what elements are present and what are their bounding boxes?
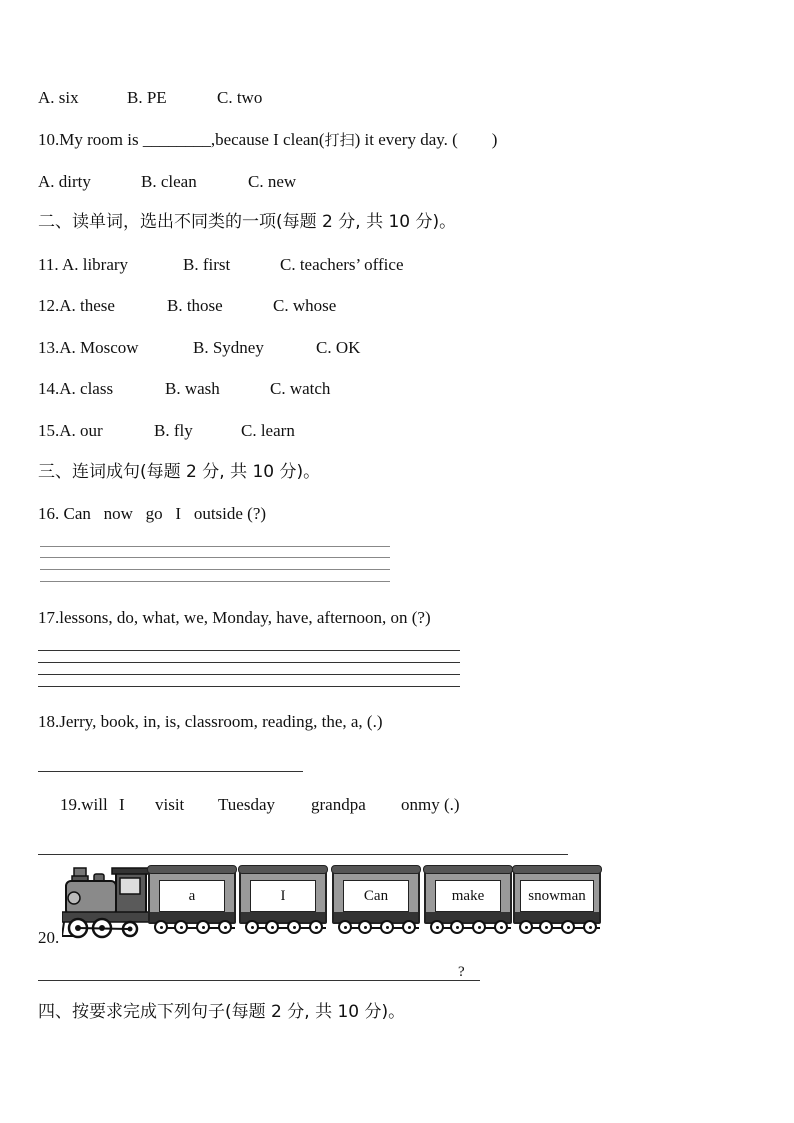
item-option-b: B. Sydney [193,338,264,357]
q17-prompt: 17.lessons, do, what, we, Monday, have, afternoon, on (?) [38,608,431,627]
q19-word: grandpa [311,795,366,814]
q19-word: visit [155,795,185,814]
locomotive-icon [62,866,152,942]
q10-stem-a: 10.My room is ________,because I clean( [38,130,325,149]
item-number: 14.A. class [38,379,114,398]
q16-prompt: 16. Can now go I outside (?) [38,504,267,523]
q10-option-b: B. clean [141,172,197,191]
item-option-c: C. learn [241,421,295,440]
q19-num: 19.will [60,795,108,814]
q16-answer-line-4[interactable] [40,581,390,582]
train-car [513,868,601,924]
train-car [424,868,512,924]
train-car-word: a [159,880,225,912]
item-option-c: C. whose [273,296,337,315]
q17-answer-line-1[interactable] [38,650,460,651]
q17-answer-line-3[interactable] [38,674,460,675]
q20-answer-line[interactable] [38,980,480,981]
train-car-word: Can [343,880,409,912]
q19-word: Tuesday [218,795,275,814]
section3-title: 三、连词成句(每题 2 分, 共 10 分)。 [38,462,321,482]
q19-word: onmy (.) [401,795,460,814]
item-option-c: C. watch [270,379,331,398]
q9-option-a: A. six [38,88,79,107]
item-number: 11. A. library [38,255,129,274]
train-car-word: make [435,880,501,912]
section2-title: 二、读单词，选出不同类的一项(每题 2 分, 共 10 分)。 [38,212,457,232]
item-option-b: B. those [167,296,223,315]
train-car [148,868,236,924]
train-car [332,868,420,924]
item-option-c: C. teachers’ office [280,255,404,274]
item-option-b: B. fly [154,421,193,440]
q19-word: I [119,795,125,814]
q10-stem-b: ) it every day. ( ) [354,130,498,149]
train-wheels [150,920,610,936]
q10-option-c: C. new [248,172,297,191]
q20-num: 20. [38,928,60,947]
item-option-c: C. OK [316,338,361,357]
section4-title: 四、按要求完成下列句子(每题 2 分, 共 10 分)。 [38,1002,406,1022]
q18-prompt: 18.Jerry, book, in, is, classroom, reading, the, a, (.) [38,712,383,731]
q17-answer-line-2[interactable] [38,662,460,663]
train-car-word: I [250,880,316,912]
q10-stem-cn: 打扫 [324,131,355,149]
train-car-word: snowman [520,880,594,912]
q16-answer-line-1[interactable] [40,546,390,547]
train-car [239,868,327,924]
q18-answer-line[interactable] [38,771,303,772]
q9-option-b: B. PE [127,88,167,107]
item-number: 12.A. these [38,296,115,315]
q17-answer-line-4[interactable] [38,686,460,687]
q19-answer-line[interactable] [38,854,568,855]
item-option-b: B. first [183,255,231,274]
item-number: 13.A. Moscow [38,338,139,357]
q10-stem [38,130,497,150]
q16-answer-line-2[interactable] [40,557,390,558]
q16-answer-line-3[interactable] [40,569,390,570]
item-option-b: B. wash [165,379,220,398]
q9-option-c: C. two [217,88,263,107]
item-number: 15.A. our [38,421,103,440]
q20-end-mark: ? [458,964,465,980]
q10-option-a: A. dirty [38,172,91,191]
